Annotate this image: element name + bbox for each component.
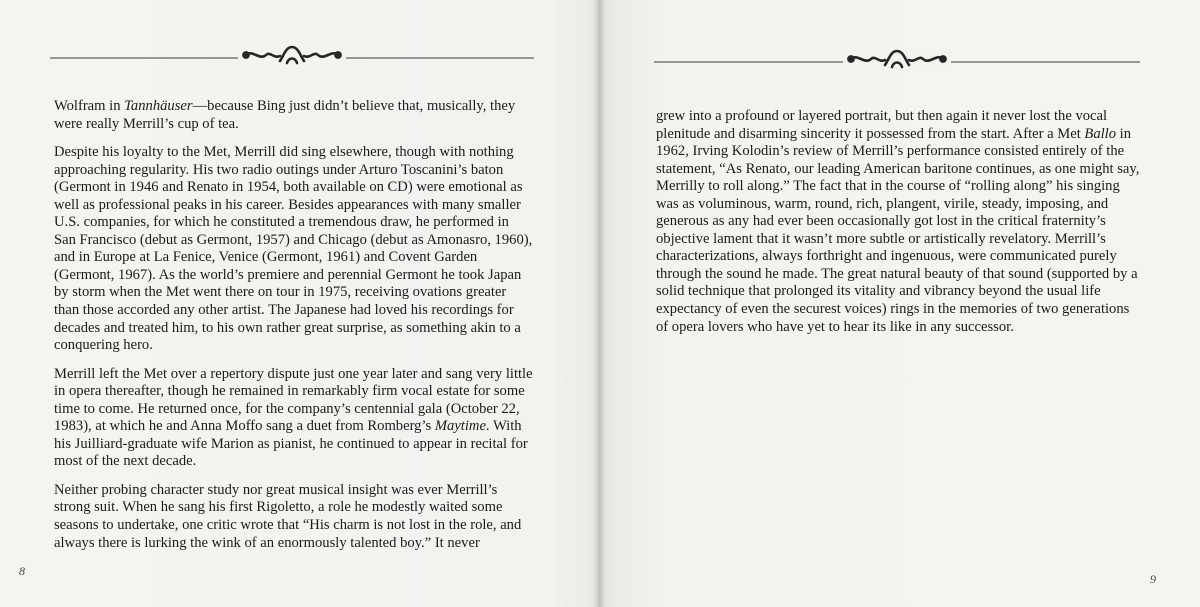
right-page (602, 0, 1200, 607)
header-ornament (50, 42, 534, 72)
text-run: Wolfram in (54, 98, 125, 114)
paragraph (54, 366, 534, 471)
left-page (0, 0, 598, 607)
text-run: grew into a profound or layered portrait, but then again it never lost the vocal plenitude and disarming sincerity it possessed from the start. After a Met (656, 108, 1108, 142)
page-number: 8 (19, 564, 25, 578)
header-ornament (654, 42, 1140, 72)
paragraph (54, 144, 534, 355)
right-body-text (656, 108, 1142, 347)
left-body-text (54, 98, 534, 563)
paragraph (54, 98, 534, 133)
text-run: Despite his loyalty to the Met, Merrill did sing elsewhere, though with nothing approaching regularity. His two radio outings under Arturo Toscanini’s baton (Germont in 1946 and Renato in 1954, both available on CD) were emotional as well as professional peaks in his career. Besides appearances with many smaller U.S. companies, for which he constituted a tremendous draw, he performed in San Francisco (debut as Germont, 1957) and Chicago (debut as Amonasro, 1960), and in Europe at La Fenice, Venice (Germont, 1961) and Covent Garden (Germont, 1967). As the world’s premiere and perennial Germont he took Japan by storm when the Met went there on tour in 1975, receiving ovations greater than those accorded any other artist. The Japanese had loved his recordings for decades and treated him, to his own rather great surprise, as something akin to a conquering hero. (54, 144, 533, 354)
text-run: Merrill left the Met over a repertory dispute just one year later and sang very little in opera thereafter, though he remained in remarkably firm vocal estate for some time to come. He returned once, for the company’s centennial gala (October 22, 1983), at which he and Anna Moffo sang a duet from Romberg’s (54, 365, 533, 435)
text-run: —because Bing just didn’t believe that, musically, they were really Merrill’s cup of tea. (54, 98, 516, 132)
scroll-flourish-icon (654, 42, 1140, 72)
text-run: Neither probing character study nor great musical insight was ever Merrill’s strong suit. When he sang his first Rigoletto, a role he modestly waited some seasons to undertake, one critic wrote that “His charm is not lost in the role, and always there is lurking the wink of an enormously talented boy.” It never (54, 481, 522, 551)
text-run: in 1962, Irving Kolodin’s review of Merrill’s performance consisted entirely of the statement, “As Renato, our leading American baritone continues, as one might say, Merrilly to roll along.” The fact that in the course of “rolling along” his singing was as voluminous, warm, round, rich, plangent, virile, steady, imposing, and generous as any had ever been occasionally got lost in the critical fraternity’s objective lament that it wasn’t more subtle or artistically revelatory. Merrill’s characterizations, always forthright and ingenuous, were communicated purely through the sound he made. The great natural beauty of that sound (supported by a solid technique that prolonged its vitality and vibrancy beyond the usual life expectancy of even the securest voices) rings in the memories of two generations of opera lovers who have yet to hear its like in any successor. (656, 125, 1140, 335)
text-run: . With his Juilliard-graduate wife Marion as pianist, he continued to appear in recital for most of the next decade. (54, 418, 528, 470)
paragraph (54, 482, 534, 552)
italic-title: Tannhäuser (124, 98, 193, 114)
paragraph (656, 108, 1142, 336)
italic-title: Maytime (434, 418, 486, 435)
page-number: 9 (1150, 572, 1156, 586)
scroll-flourish-icon (50, 42, 534, 72)
italic-title: Ballo (1084, 125, 1117, 142)
